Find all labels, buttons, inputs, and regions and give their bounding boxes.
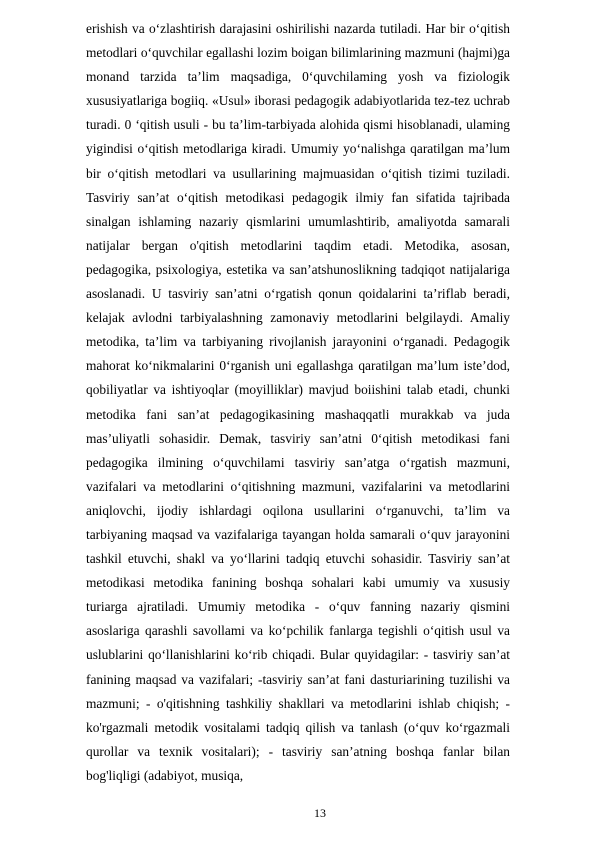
page-number: 13 [314,806,326,820]
body-paragraph: erishish va o‘zlashtirish darajasini oshirilishi nazarda tutiladi. Har bir o‘qitish metodlari o‘quvchilar egallashi lozim boigan bilimlarining mazmuni (hajmi)ga monand tarzida ta’lim maqsadiga, 0‘quvchilaming yosh va fiziologik xususiyatlariga bogiiq. «Usul» iborasi pedagogik adabiyotlarida tez-tez uchrab turadi. 0 ‘qitish usuli - bu ta’lim-tarbiyada alohida qismi hisoblanadi, ulaming yigindisi o‘qitish metodlariga kiradi. Umumiy yo‘nalishga qaratilgan ma’lum bir o‘qitish metodlari va usullarining majmuasidan o‘qitish tizimi tuziladi. Tasviriy san’at o‘qitish metodikasi pedagogik ilmiy fan sifatida tajribada sinalgan ishlaming nazariy qismlarini umumlashtirib, amaliyotda samarali natijalar bergan o'qitish metodlarini taqdim etadi. Metodika, asosan, pedagogika, psixologiya, estetika va san’atshunoslikning tadqiqot natijalariga asoslanadi. U tasviriy san’atni o‘rgatish qonun qoidalarini ta’riflab beradi, kelajak avlodni tarbiyalashning zamonaviy metodlarini belgilaydi. Amaliy metodika, ta’lim va tarbiyaning rivojlanish jarayonini o‘rganadi. Pedagogik mahorat ko‘nikmalarini 0‘rganish uni egallashga qaratilgan ma’lum iste’dod, qobiliyatlar va ishtiyoqlar (moyilliklar) mavjud boiishini talab etadi, chunki metodika fani san’at pedagogikasining mashaqqatli murakkab va juda mas’uliyatli sohasidir. Demak, tasviriy san’atni 0‘qitish metodikasi fani pedagogika ilmining o‘quvchilami tasviriy san’atga o‘rgatish mazmuni, vazifalari va metodlarini o‘qitishning mazmuni, vazifalarini va metodlarini aniqlovchi, ijodiy ishlardagi oqilona usullarini o‘rganuvchi, ta’lim va tarbiyaning maqsad va vazifalariga tayangan holda samarali o‘quv jarayonini tashkil etuvchi, shakl va yo‘llarini tadqiq etuvchi sohasidir. Tasviriy san’at metodikasi metodika fanining boshqa sohalari kabi umumiy va xususiy turiarga ajratiladi. Umumiy metodika - o‘quv fanning nazariy qismini asoslariga qarashli savollami va ko‘pchilik fanlarga tegishli o‘qitish usul va uslublarini qo‘llanishlarini ko‘rib chiqadi. Bular quyidagilar: - tasviriy san’at fanining maqsad va vazifalari; -tasviriy san’at fani dasturiarining tuzilishi va mazmuni; - o'qitishning tashkiliy shakllari va metodlarini ishlab chiqish; - ko'rgazmali metodik vositalami tadqiq qilish va tanlash (o‘quv ko‘rgazmali qurollar va texnik vositalari); - tasviriy san’atning boshqa fanlar bilan bog'liqligi (adabiyot, musiqa, [86,21,510,783]
